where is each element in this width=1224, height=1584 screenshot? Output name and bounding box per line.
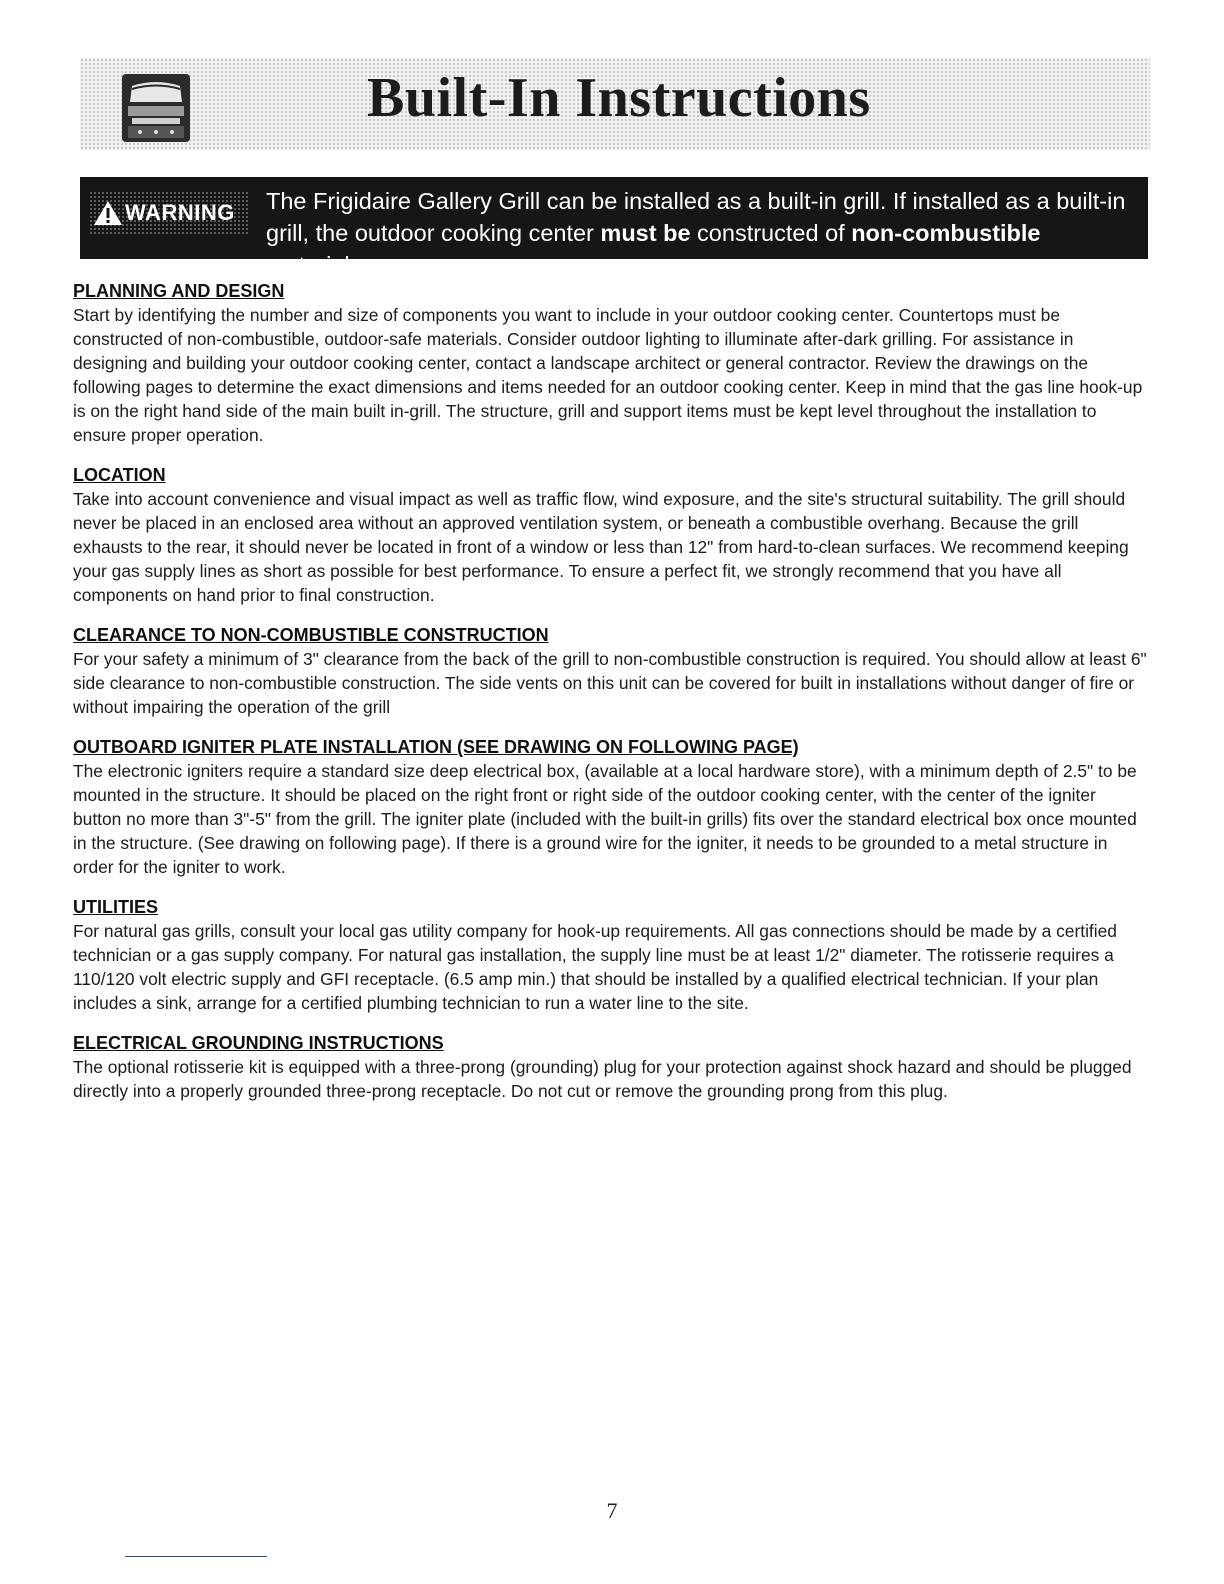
warning-text-emphasis: must be bbox=[600, 220, 691, 246]
instructions-body bbox=[73, 279, 1148, 1119]
section-utilities bbox=[73, 895, 1148, 1015]
section-clearance bbox=[73, 623, 1148, 719]
section-electrical-grounding bbox=[73, 1031, 1148, 1103]
section-heading: OUTBOARD IGNITER PLATE INSTALLATION (SEE DRAWING ON FOLLOWING PAGE) bbox=[73, 737, 799, 757]
section-heading: LOCATION bbox=[73, 465, 166, 485]
section-planning-and-design bbox=[73, 279, 1148, 447]
section-body: Take into account convenience and visual impact as well as traffic flow, wind exposure, and the site's structural suitability. The grill should never be placed in an enclosed area without an approved ventilation system, or beneath a combustible overhang. Because the grill exhausts to the rear, it should never be located in front of a window or less than 12" from hard-to-clean surfaces. We recommend keeping your gas supply lines as short as possible for best performance. To ensure a perfect fit, we strongly recommend that you have all components on hand prior to final construction. bbox=[73, 489, 1129, 605]
page-number: 7 bbox=[606, 1498, 618, 1523]
section-body: For your safety a minimum of 3" clearance from the back of the grill to non-combustible construction is required. You should allow at least 6" side clearance to non-combustible construction. The side vents on this unit can be covered for built in installations without danger of fire or without impairing the operation of the grill bbox=[73, 649, 1147, 717]
warning-banner bbox=[80, 177, 1148, 278]
footer-rule bbox=[125, 1556, 267, 1557]
page-header bbox=[80, 58, 1150, 150]
warning-text bbox=[266, 185, 1136, 281]
section-body: For natural gas grills, consult your local gas utility company for hook-up requirements. All gas connections should be made by a certified technician or a gas supply company. For natural gas installation, the supply line must be at least 1/2" diameter. The rotisserie requires a 110/120 volt electric supply and GFI receptacle. (6.5 amp min.) that should be installed by a qualified electrical technician. If your plan includes a sink, arrange for a certified plumbing technician to run a water line to the site. bbox=[73, 921, 1117, 1013]
section-igniter-plate bbox=[73, 735, 1148, 879]
section-body: Start by identifying the number and size of components you want to include in your outdoor cooking center. Countertops must be constructed of non-combustible, outdoor-safe materials. Consider outdoor lighting to illuminate after-dark grilling. For assistance in designing and building your outdoor cooking center, contact a landscape architect or general contractor. Review the drawings on the following pages to determine the exact dimensions and items needed for an outdoor cooking center. Keep in mind that the gas line hook-up is on the right hand side of the main built in-grill. The structure, grill and support items must be kept level throughout the installation to ensure proper operation. bbox=[73, 305, 1143, 445]
section-heading: UTILITIES bbox=[73, 897, 158, 917]
warning-text-emphasis: non-combustible bbox=[851, 220, 1041, 246]
grill-icon bbox=[120, 72, 192, 144]
section-location bbox=[73, 463, 1148, 607]
warning-triangle-icon bbox=[93, 200, 123, 226]
section-heading: CLEARANCE TO NON-COMBUSTIBLE CONSTRUCTION bbox=[73, 625, 549, 645]
warning-text-part: constructed of bbox=[690, 220, 852, 246]
warning-badge bbox=[89, 191, 249, 235]
page-title: Built-In Instructions bbox=[367, 67, 871, 129]
section-heading: PLANNING AND DESIGN bbox=[73, 281, 285, 301]
section-body: The optional rotisserie kit is equipped with a three-prong (grounding) plug for your protection against shock hazard and should be plugged directly into a properly grounded three-prong receptacle. Do not cut or remove the grounding prong from this plug. bbox=[73, 1057, 1132, 1101]
warning-label: WARNING bbox=[125, 200, 235, 225]
warning-text-part: The Frigidaire Gallery Grill can be installed as a built-in grill. If installed as a built-in grill, the outdoor cooking center bbox=[266, 188, 1126, 246]
warning-text-part: material. bbox=[266, 252, 357, 278]
section-heading: ELECTRICAL GROUNDING INSTRUCTIONS bbox=[73, 1033, 444, 1053]
section-body: The electronic igniters require a standard size deep electrical box, (available at a local hardware store), with a minimum depth of 2.5" to be mounted in the structure. It should be placed on the right front or right side of the outdoor cooking center, with the center of the igniter button no more than 3"-5" from the grill. The igniter plate (included with the built-in grills) fits over the standard electrical box once mounted in the structure. (See drawing on following page). If there is a ground wire for the igniter, it needs to be grounded to a metal structure in order for the igniter to work. bbox=[73, 761, 1137, 877]
